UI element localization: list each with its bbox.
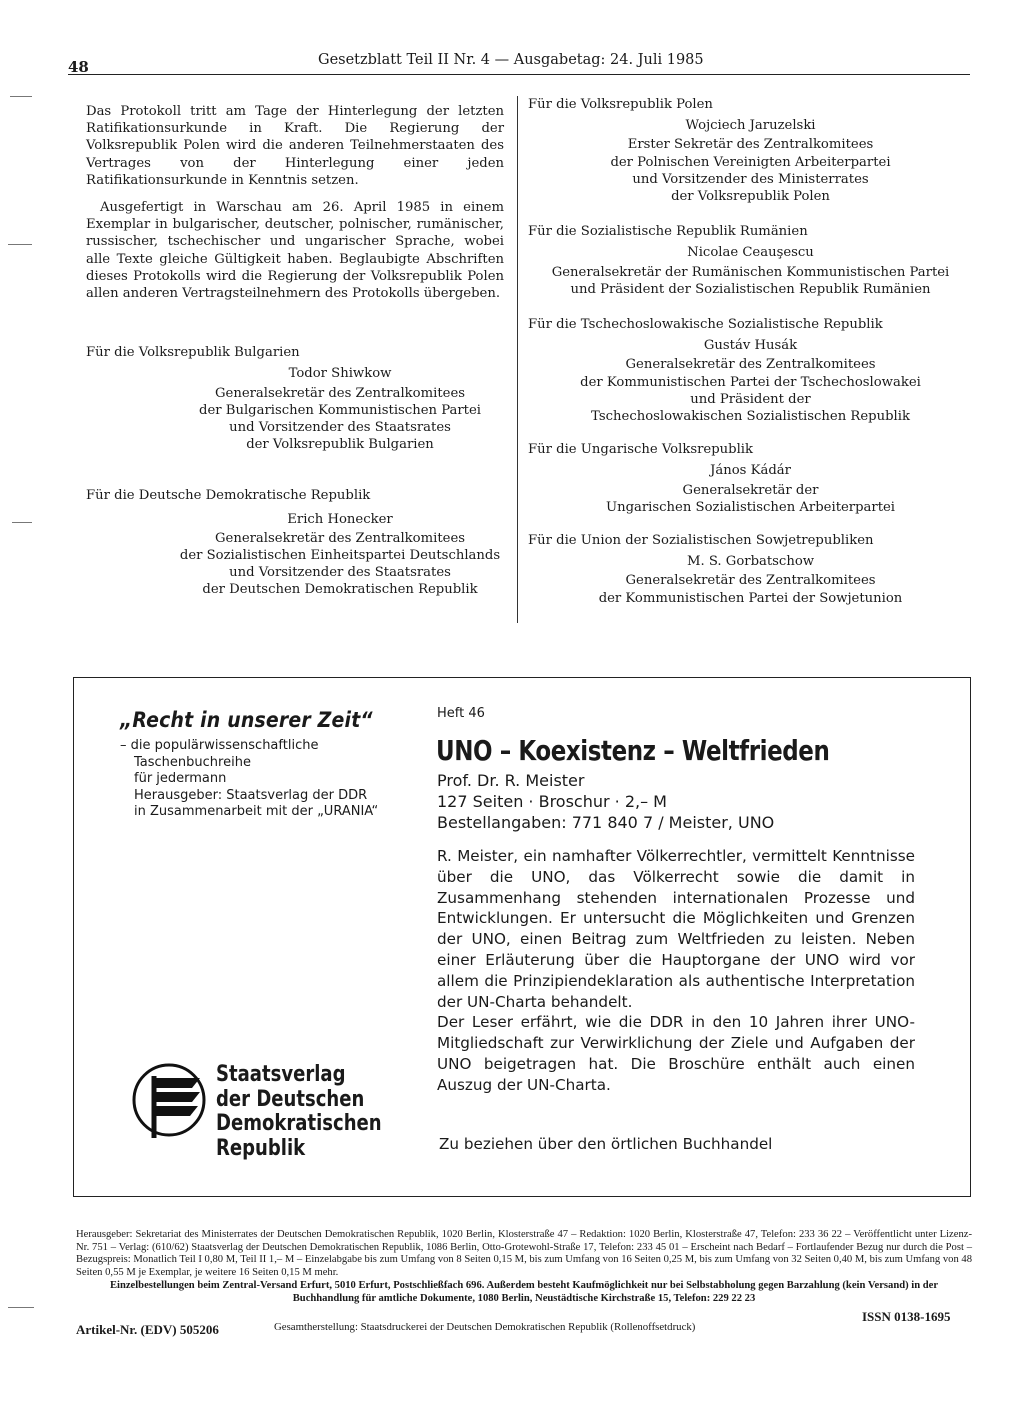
signatory-name: Wojciech Jaruzelski	[685, 118, 816, 134]
imprint-text: Herausgeber: Sekretariat des Ministerrates der Deutschen Demokratischen Republik, 1020 Berlin, Klosterstraße 47 – Redaktion: 1020 Berlin, Klosterstraße 47, Telefon: 233 36 22 – Veröffentlicht unter Lizenz-Nr. 751 – Verlag: (610/62) Staatsverlag der Deutschen Demokratischen Republik, 1086 Berlin, Otto-Grotewohl-Straße 17, Telefon: 233 45 01 – Erscheint nach Bedarf – Fortlaufender Bezug nur durch die Post – Bezugspreis: Monatlich Teil I 0,80 M, Teil II 1,– M – Einzelabgabe bis zum Umfang von 8 Seiten 0,15 M, bis zum Umfang von 16 Seiten 0,25 M, bis zum Umfang von 32 Seiten 0,40 M, bis zum Umfang von 48 Seiten 0,55 M je Exemplar, je weitere 16 Seiten 0,15 M mehr.	[76, 1229, 972, 1279]
signatory-title: der Deutschen Demokratischen Republik	[202, 582, 478, 598]
signatory-title: Ungarischen Sozialistischen Arbeiterpartei	[605, 499, 896, 515]
left-column	[86, 103, 504, 599]
series-title: „Recht in unserer Zeit“	[120, 708, 373, 732]
signatory-title: und Vorsitzender des Ministerrates	[632, 171, 869, 187]
signature-block	[528, 223, 973, 298]
signatory-title: Generalsekretär des Zentralkomitees	[625, 573, 876, 589]
publisher-line: Staatsverlag	[216, 1062, 346, 1087]
column-divider	[517, 96, 518, 623]
paragraph: Das Protokoll tritt am Tage der Hinterlegung der letzten Ratifikationsurkunde in Kraft. Die Regierung der Volksrepublik Polen wird die anderen Teilnehmerstaaten des Vertrages von der Hinterlegung einer jeden Ratifikationsurkunde in Kenntnis setzen.	[86, 104, 504, 188]
imprint-orders: Einzelbestellungen beim Zentral-Versand Erfurt, 5010 Erfurt, Postschließfach 696. Außerdem besteht Kaufmöglichkeit nur bei Selbstabholung gegen Barzahlung (kein Versand) in der Buchhandlung für amtliche Dokumente, 1080 Berlin, Neustädtische Kirchstraße 15, Telefon: 229 22 23	[109, 1279, 939, 1304]
series-line: für jedermann	[134, 771, 227, 786]
signature-block	[528, 96, 973, 205]
signatory-name: János Kádár	[710, 463, 791, 479]
signatory-title: Tschechoslowakischen Sozialistischen Republik	[591, 409, 910, 425]
purchase-note: Zu beziehen über den örtlichen Buchhandel	[439, 1135, 773, 1153]
signature-block	[528, 441, 973, 516]
book-description	[437, 846, 915, 1096]
description-paragraph: R. Meister, ein namhafter Völkerrechtler, vermittelt Kenntnisse über die UNO, das Völkerrecht sowie die damit in Zusammenhang stehenden internationalen Prozesse und Entwicklungen. Er untersucht die Möglichkeiten und Grenzen der UNO, einen Beitrag zum Weltfrieden zu leisten. Neben einer Erläuterung über die Hauptorgane der UNO wird vor allem die Prinzipiendeklaration als authentische Interpretation der UN-Charta behandelt.	[437, 847, 915, 1011]
publisher-line: der Deutschen	[216, 1086, 365, 1112]
issn: ISSN 0138-1695	[862, 1309, 951, 1324]
publisher-line: Demokratischen	[216, 1111, 382, 1136]
article-number: Artikel-Nr. (EDV) 505206	[76, 1322, 219, 1337]
signatory-country: Für die Deutsche Demokratische Republik	[86, 488, 371, 504]
book-title: UNO – Koexistenz – Weltfrieden	[436, 734, 830, 767]
page-number: 48	[68, 58, 89, 76]
description-paragraph: Der Leser erfährt, wie die DDR in den 10 Jahren ihrer UNO-Mitgliedschaft zur Verwirklichung der Ziele und Aufgaben der UNO beigetragen hat. Die Broschüre enthält auch einen Auszug der UN-Charta.	[437, 1013, 915, 1094]
signatory-title: und Präsident der Sozialistischen Republik Rumänien	[570, 281, 931, 297]
signatory-title: Generalsekretär des Zentralkomitees	[214, 385, 466, 401]
issue-number: Heft 46	[437, 706, 485, 721]
signatory-name: M. S. Gorbatschow	[686, 554, 815, 570]
margin-mark	[8, 244, 32, 245]
printer-info: Gesamtherstellung: Staatsdruckerei der Deutschen Demokratischen Republik (Rollenoffsetdruck)	[274, 1321, 696, 1333]
imprint	[76, 1229, 972, 1305]
series-line: in Zusammenarbeit mit der „URANIA“	[134, 804, 379, 819]
signatory-title: der Polnischen Vereinigten Arbeiterpartei	[610, 154, 891, 170]
signatory-title: Generalsekretär des Zentralkomitees	[625, 357, 876, 373]
margin-mark	[12, 522, 32, 523]
signatory-title: der Volksrepublik Bulgarien	[246, 437, 434, 453]
signatory-country: Für die Volksrepublik Bulgarien	[86, 345, 300, 361]
publisher-logo-icon	[132, 1058, 206, 1142]
publisher-name	[216, 1063, 380, 1161]
margin-mark	[8, 1307, 34, 1308]
margin-mark	[10, 96, 32, 97]
signature-block	[528, 532, 973, 607]
signatory-title: Generalsekretär des Zentralkomitees	[214, 530, 466, 546]
book-format: 127 Seiten · Broschur · 2,– M	[437, 792, 667, 811]
page-title: Gesetzblatt Teil II Nr. 4 — Ausgabetag: 24. Juli 1985	[318, 52, 704, 68]
series-line: Taschenbuchreihe	[134, 754, 251, 770]
series-line: – die populärwissenschaftliche	[120, 738, 319, 753]
order-info: Bestellangaben: 771 840 7 / Meister, UNO	[437, 813, 775, 832]
signature-block	[86, 344, 504, 453]
signatory-country: Für die Union der Sozialistischen Sowjetrepubliken	[528, 533, 874, 549]
signatory-title: Erster Sekretär des Zentralkomitees	[627, 137, 874, 153]
signatory-title: der Kommunistischen Partei der Tschechoslowakei	[580, 374, 921, 390]
signatory-name: Nicolae Ceauşescu	[687, 245, 814, 261]
signatory-title: und Vorsitzender des Staatsrates	[229, 565, 451, 581]
publisher-line: Republik	[216, 1135, 306, 1161]
signatory-title: der Bulgarischen Kommunistischen Partei	[199, 402, 481, 418]
signature-block	[86, 487, 504, 598]
signatory-country: Für die Tschechoslowakische Sozialistische Republik	[528, 317, 883, 333]
signatory-title: und Vorsitzender des Staatsrates	[229, 420, 451, 436]
right-column	[528, 96, 973, 607]
signatory-name: Erich Honecker	[287, 511, 393, 527]
paragraph: Ausgefertigt in Warschau am 26. April 1985 in einem Exemplar in bulgarischer, deutscher, polnischer, rumänischer, russischer, tschechischer und ungarischer Sprache, wobei alle Texte gleiche Gültigkeit haben. Beglaubigte Abschriften dieses Protokolls wird die Regierung der Volksrepublik Polen allen anderen Vertragsteilnehmern des Protokolls übergeben.	[86, 200, 504, 302]
signatory-title: der Kommunistischen Partei der Sowjetunion	[598, 590, 903, 606]
signatory-name: Todor Shiwkow	[288, 366, 392, 382]
signatory-title: und Präsident der	[690, 391, 811, 407]
book-author: Prof. Dr. R. Meister	[437, 771, 585, 790]
signatory-name: Gustáv Husák	[703, 338, 798, 354]
series-line: Herausgeber: Staatsverlag der DDR	[134, 787, 368, 803]
book-details	[437, 770, 774, 833]
signatory-title: Generalsekretär der Rumänischen Kommunistischen Partei	[551, 264, 950, 280]
signatory-title: Generalsekretär der	[682, 482, 819, 498]
signatory-country: Für die Sozialistische Republik Rumänien	[528, 224, 808, 240]
signatory-title: der Sozialistischen Einheitspartei Deutschlands	[179, 548, 501, 564]
signatory-title: der Volksrepublik Polen	[671, 189, 830, 205]
series-description	[120, 738, 420, 821]
signature-block	[528, 316, 973, 425]
signatory-country: Für die Volksrepublik Polen	[528, 97, 713, 112]
page-header	[68, 52, 970, 75]
book-advertisement	[73, 677, 971, 1197]
signatory-country: Für die Ungarische Volksrepublik	[528, 442, 754, 458]
